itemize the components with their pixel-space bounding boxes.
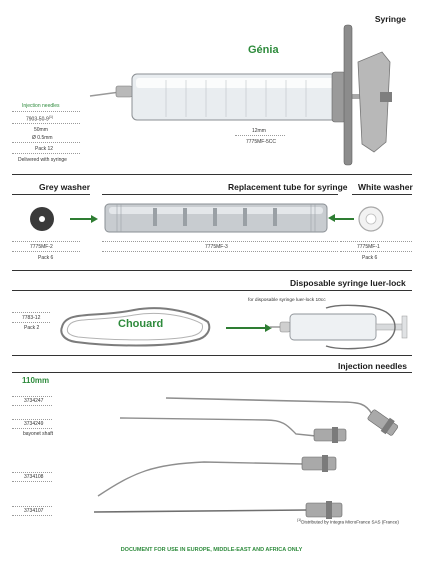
disposable-note: for disposable syringe luer-lock 10cc xyxy=(248,298,326,303)
tube-title: Replacement tube for syringe xyxy=(228,182,348,192)
needle-pack: Pack 12 xyxy=(35,146,54,152)
needle-3-ref: 3734108 xyxy=(24,474,44,480)
footer-disclaimer: DOCUMENT FOR USE IN EUROPE, MIDDLE-EAST AND AFRICA ONLY xyxy=(120,547,303,553)
distributor-note xyxy=(297,518,399,525)
syringe-ref: 7775MF-5CC xyxy=(246,139,277,145)
replacement-tube-image xyxy=(103,198,329,238)
white-washer-image xyxy=(356,204,386,234)
grey-washer-image xyxy=(28,205,56,233)
grey-washer-title: Grey washer xyxy=(39,182,91,192)
needle-2-image xyxy=(116,412,356,446)
chouard-pack: Pack 2 xyxy=(24,325,40,331)
tube-ref: 7775MF-3 xyxy=(205,244,228,250)
needle-4-ref: 3734107 xyxy=(24,508,44,514)
needle-3-image xyxy=(94,452,354,502)
white-washer-ref: 7775MF-1 xyxy=(357,244,380,250)
syringe-title: Syringe xyxy=(374,14,406,24)
white-washer-pack: Pack 6 xyxy=(362,255,378,261)
needle-2-ref: 3734249 xyxy=(24,421,44,427)
grey-washer-pack: Pack 6 xyxy=(38,255,54,261)
needle-label: Injection needles xyxy=(22,103,60,109)
distributor-text: Distributed by Integra MicroFrance SAS (France) xyxy=(301,519,399,525)
needle-ref xyxy=(26,115,53,123)
disposable-title: Disposable syringe luer-lock xyxy=(290,278,406,288)
disposable-syringe-image xyxy=(268,304,418,350)
chouard-label: Chouard xyxy=(118,318,164,330)
white-washer-title: White washer xyxy=(358,182,413,192)
needle-length: 50mm xyxy=(34,127,48,133)
syringe-illustration xyxy=(86,22,406,172)
needle-ref-value: 7903-50-9 xyxy=(26,116,49,123)
chouard-ref: 7783-12 xyxy=(22,315,41,321)
grey-washer-ref: 7775MF-2 xyxy=(30,244,53,250)
needle-ref-sup: (1) xyxy=(48,115,54,119)
needle-note: Delivered with syringe xyxy=(18,157,67,163)
syringe-volume: 12mm xyxy=(252,128,266,134)
brand-name: Génia xyxy=(248,44,279,56)
needle-diameter: Ø 0.5mm xyxy=(32,135,53,141)
distributor-mark: (1) xyxy=(297,518,302,522)
needle-2-sub: bayonet shaft xyxy=(23,431,54,437)
needles-title: Injection needles xyxy=(338,361,407,371)
needle-1-ref: 3734247 xyxy=(24,398,44,404)
needles-length: 110mm xyxy=(22,376,50,385)
